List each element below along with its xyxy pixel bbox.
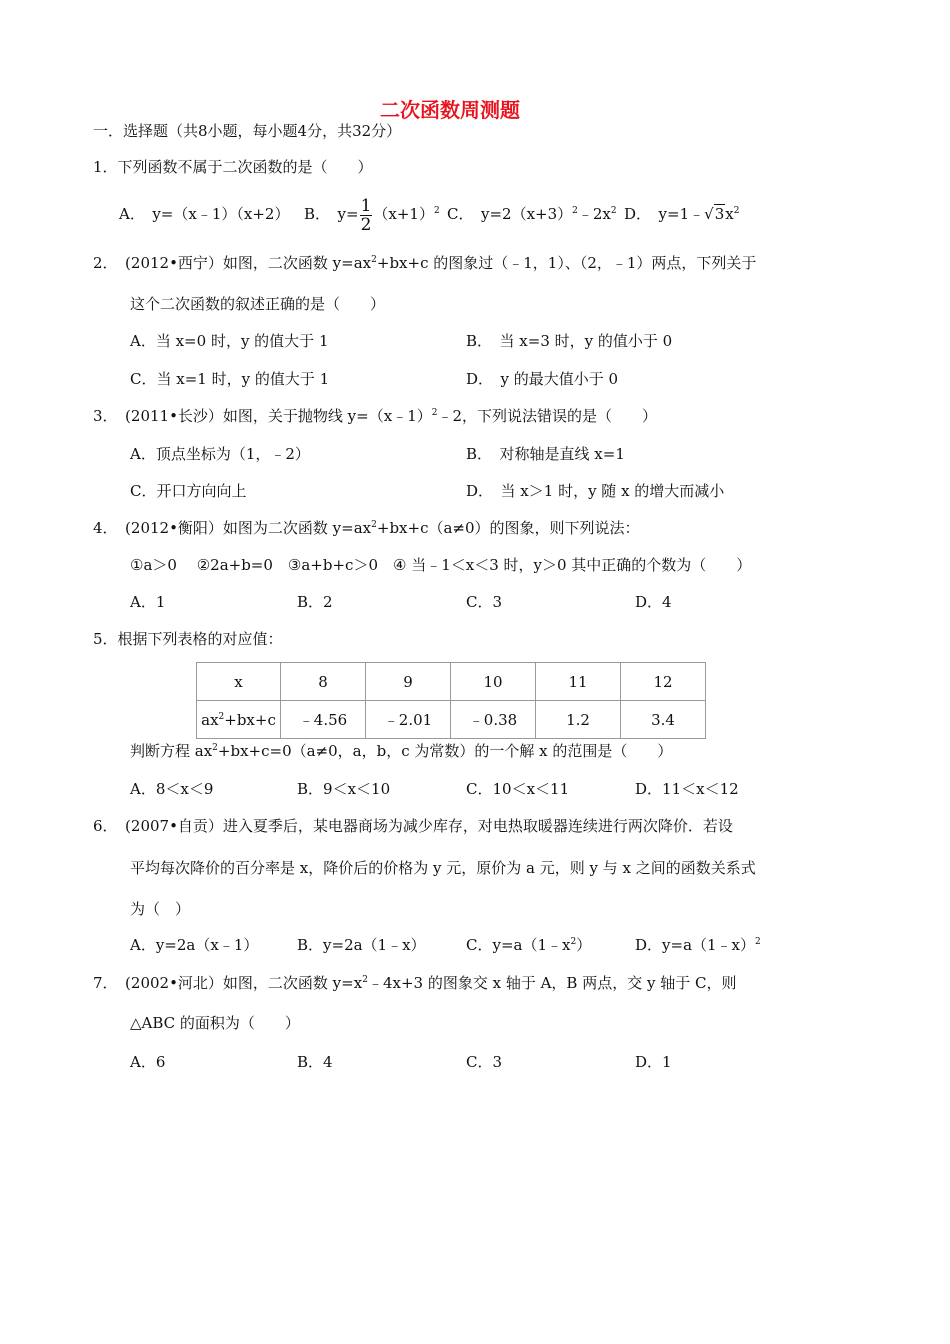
q1-c-exp: 2 bbox=[572, 206, 578, 216]
q5-option-b: B．9＜x＜10 bbox=[297, 780, 391, 798]
q4-option-c: C．3 bbox=[466, 593, 503, 611]
q1-fraction bbox=[360, 197, 373, 234]
table-cell: x bbox=[197, 663, 281, 701]
table-cell: 10 bbox=[451, 663, 536, 701]
table-cell: 8 bbox=[281, 663, 366, 701]
q7-stem-line2: △ABC 的面积为（ ） bbox=[130, 1014, 300, 1032]
q6-option-c bbox=[466, 936, 591, 954]
q3-stem-text: 3． (2011•长沙）如图，关于抛物线 y=（x﹣1） bbox=[93, 407, 432, 425]
q4-stem bbox=[93, 519, 640, 537]
q3-option-b: B． 对称轴是直线 x=1 bbox=[466, 445, 625, 463]
row-label-exp: 2 bbox=[218, 711, 225, 722]
q5-question bbox=[130, 742, 672, 760]
table-cell: ﹣0.38 bbox=[451, 701, 536, 739]
q6-option-d bbox=[635, 936, 761, 954]
q7-option-d: D．1 bbox=[635, 1053, 672, 1071]
q1-option-a: A． y=（x﹣1）（x+2） bbox=[119, 205, 290, 223]
q2-option-c: C．当 x=1 时，y 的值大于 1 bbox=[130, 370, 330, 388]
q7-option-b: B．4 bbox=[297, 1053, 333, 1071]
table-cell: 11 bbox=[536, 663, 621, 701]
q3-stem-exp: 2 bbox=[431, 408, 438, 418]
q2-stem-line1 bbox=[93, 254, 756, 272]
q1-d-radicand: 3 bbox=[714, 205, 725, 223]
q7-stem1-post: ﹣4x+3 的图象交 x 轴于 A，B 两点，交 y 轴于 C，则 bbox=[367, 974, 737, 992]
q6-c-exp: 2 bbox=[570, 937, 577, 947]
q3-option-d: D． 当 x＞1 时，y 随 x 的增大而减小 bbox=[466, 482, 725, 500]
q7-option-c: C．3 bbox=[466, 1053, 503, 1071]
q1-option-d bbox=[624, 205, 739, 223]
table-cell: ﹣2.01 bbox=[366, 701, 451, 739]
q5-stem: 5．根据下列表格的对应值： bbox=[93, 630, 283, 648]
q3-option-a: A．顶点坐标为（1，﹣2） bbox=[130, 445, 310, 463]
q1-d-post: x bbox=[725, 205, 734, 223]
q2-stem-line2: 这个二次函数的叙述正确的是（ ） bbox=[130, 295, 386, 313]
q3-stem-post: ﹣2，下列说法错误的是（ ） bbox=[437, 407, 658, 425]
q2-stem1-post: +bx+c 的图象过（﹣1，1）、（2，﹣1）两点，下列关于 bbox=[376, 254, 757, 272]
q2-option-b: B． 当 x=3 时，y 的值小于 0 bbox=[466, 332, 673, 350]
table-row-label bbox=[197, 701, 281, 739]
q6-stem-line1: 6． (2007•自贡）进入夏季后，某电器商场为减少库存，对电热取暖器连续进行两次降价．若设 bbox=[93, 817, 733, 835]
q4-stem-text: 4． (2012•衡阳）如图为二次函数 y=ax bbox=[93, 519, 372, 537]
q6-d-exp: 2 bbox=[755, 937, 761, 947]
q2-option-a: A．当 x=0 时，y 的值大于 1 bbox=[130, 332, 329, 350]
q4-option-d: D．4 bbox=[635, 593, 672, 611]
q1-fraction-denominator: 2 bbox=[360, 214, 372, 235]
q6-d-text: D．y=a（1﹣x） bbox=[635, 936, 756, 954]
q4-stem-exp: 2 bbox=[371, 520, 377, 530]
q5-question-exp: 2 bbox=[212, 743, 218, 753]
q6-c-post: ） bbox=[576, 936, 592, 954]
q1-option-c bbox=[447, 205, 617, 223]
q1-b-prefix: B． y= bbox=[304, 205, 359, 223]
q4-stem-post: +bx+c（a≠0）的图象，则下列说法： bbox=[376, 519, 640, 537]
table-cell: 12 bbox=[621, 663, 706, 701]
page-title: 二次函数周测题 bbox=[380, 98, 520, 122]
q6-stem-line3: 为（ ） bbox=[130, 900, 191, 918]
q1-fraction-numerator: 1 bbox=[360, 195, 372, 216]
q7-stem-line1 bbox=[93, 974, 736, 992]
table-row bbox=[197, 663, 706, 701]
q2-option-d: D． y 的最大值小于 0 bbox=[466, 370, 619, 388]
q4-statements: ①a＞0 ②2a+b=0 ③a+b+c＞0 ④ 当﹣1＜x＜3 时，y＞0 其中正确的个数为（ ） bbox=[130, 556, 752, 574]
q6-option-b: B．y=2a（1﹣x） bbox=[297, 936, 426, 954]
q2-stem1-text: 2． (2012•西宁）如图，二次函数 y=ax bbox=[93, 254, 372, 272]
q5-question-post: +bx+c=0（a≠0，a，b，c 为常数）的一个解 x 的范围是（ ） bbox=[217, 742, 673, 760]
sqrt-icon: √3 bbox=[704, 205, 725, 223]
q1-d-exp: 2 bbox=[733, 206, 740, 216]
q1-stem: 1．下列函数不属于二次函数的是（ ） bbox=[93, 158, 373, 176]
table-cell: 9 bbox=[366, 663, 451, 701]
q1-b-exp: 2 bbox=[433, 206, 440, 216]
row-label-text: ax bbox=[201, 710, 219, 729]
q3-option-c: C．开口方向向上 bbox=[130, 482, 247, 500]
q7-stem1-text: 7． (2002•河北）如图，二次函数 y=x bbox=[93, 974, 363, 992]
q2-stem1-exp: 2 bbox=[371, 255, 377, 265]
table-cell: 1.2 bbox=[536, 701, 621, 739]
q4-option-b: B．2 bbox=[297, 593, 333, 611]
q5-option-d: D．11＜x＜12 bbox=[635, 780, 739, 798]
row-label-post: +bx+c bbox=[224, 710, 276, 729]
table-cell: 3.4 bbox=[621, 701, 706, 739]
q7-stem1-exp: 2 bbox=[362, 975, 368, 985]
q1-c-exp2: 2 bbox=[610, 206, 617, 216]
q5-option-a: A．8＜x＜9 bbox=[130, 780, 214, 798]
q6-c-text: C．y=a（1﹣x bbox=[466, 936, 571, 954]
q5-option-c: C．10＜x＜11 bbox=[466, 780, 570, 798]
q3-stem bbox=[93, 407, 657, 425]
value-table bbox=[196, 662, 706, 739]
q1-option-b bbox=[304, 195, 440, 234]
section-heading: 一．选择题（共8小题，每小题4分，共32分） bbox=[93, 122, 402, 140]
q5-question-text: 判断方程 ax bbox=[130, 742, 213, 760]
q1-b-post: （x+1） bbox=[373, 205, 434, 223]
table-cell: ﹣4.56 bbox=[281, 701, 366, 739]
q4-option-a: A．1 bbox=[130, 593, 166, 611]
q1-c-post: ﹣2x bbox=[577, 205, 611, 223]
q7-option-a: A．6 bbox=[130, 1053, 166, 1071]
q6-option-a: A．y=2a（x﹣1） bbox=[130, 936, 259, 954]
q1-c-text: C． y=2（x+3） bbox=[447, 205, 573, 223]
q1-d-prefix: D． y=1﹣ bbox=[624, 205, 705, 223]
q6-stem-line2: 平均每次降价的百分率是 x，降价后的价格为 y 元，原价为 a 元，则 y 与 x 之间的函数关系式 bbox=[130, 859, 756, 877]
table-row bbox=[197, 701, 706, 739]
